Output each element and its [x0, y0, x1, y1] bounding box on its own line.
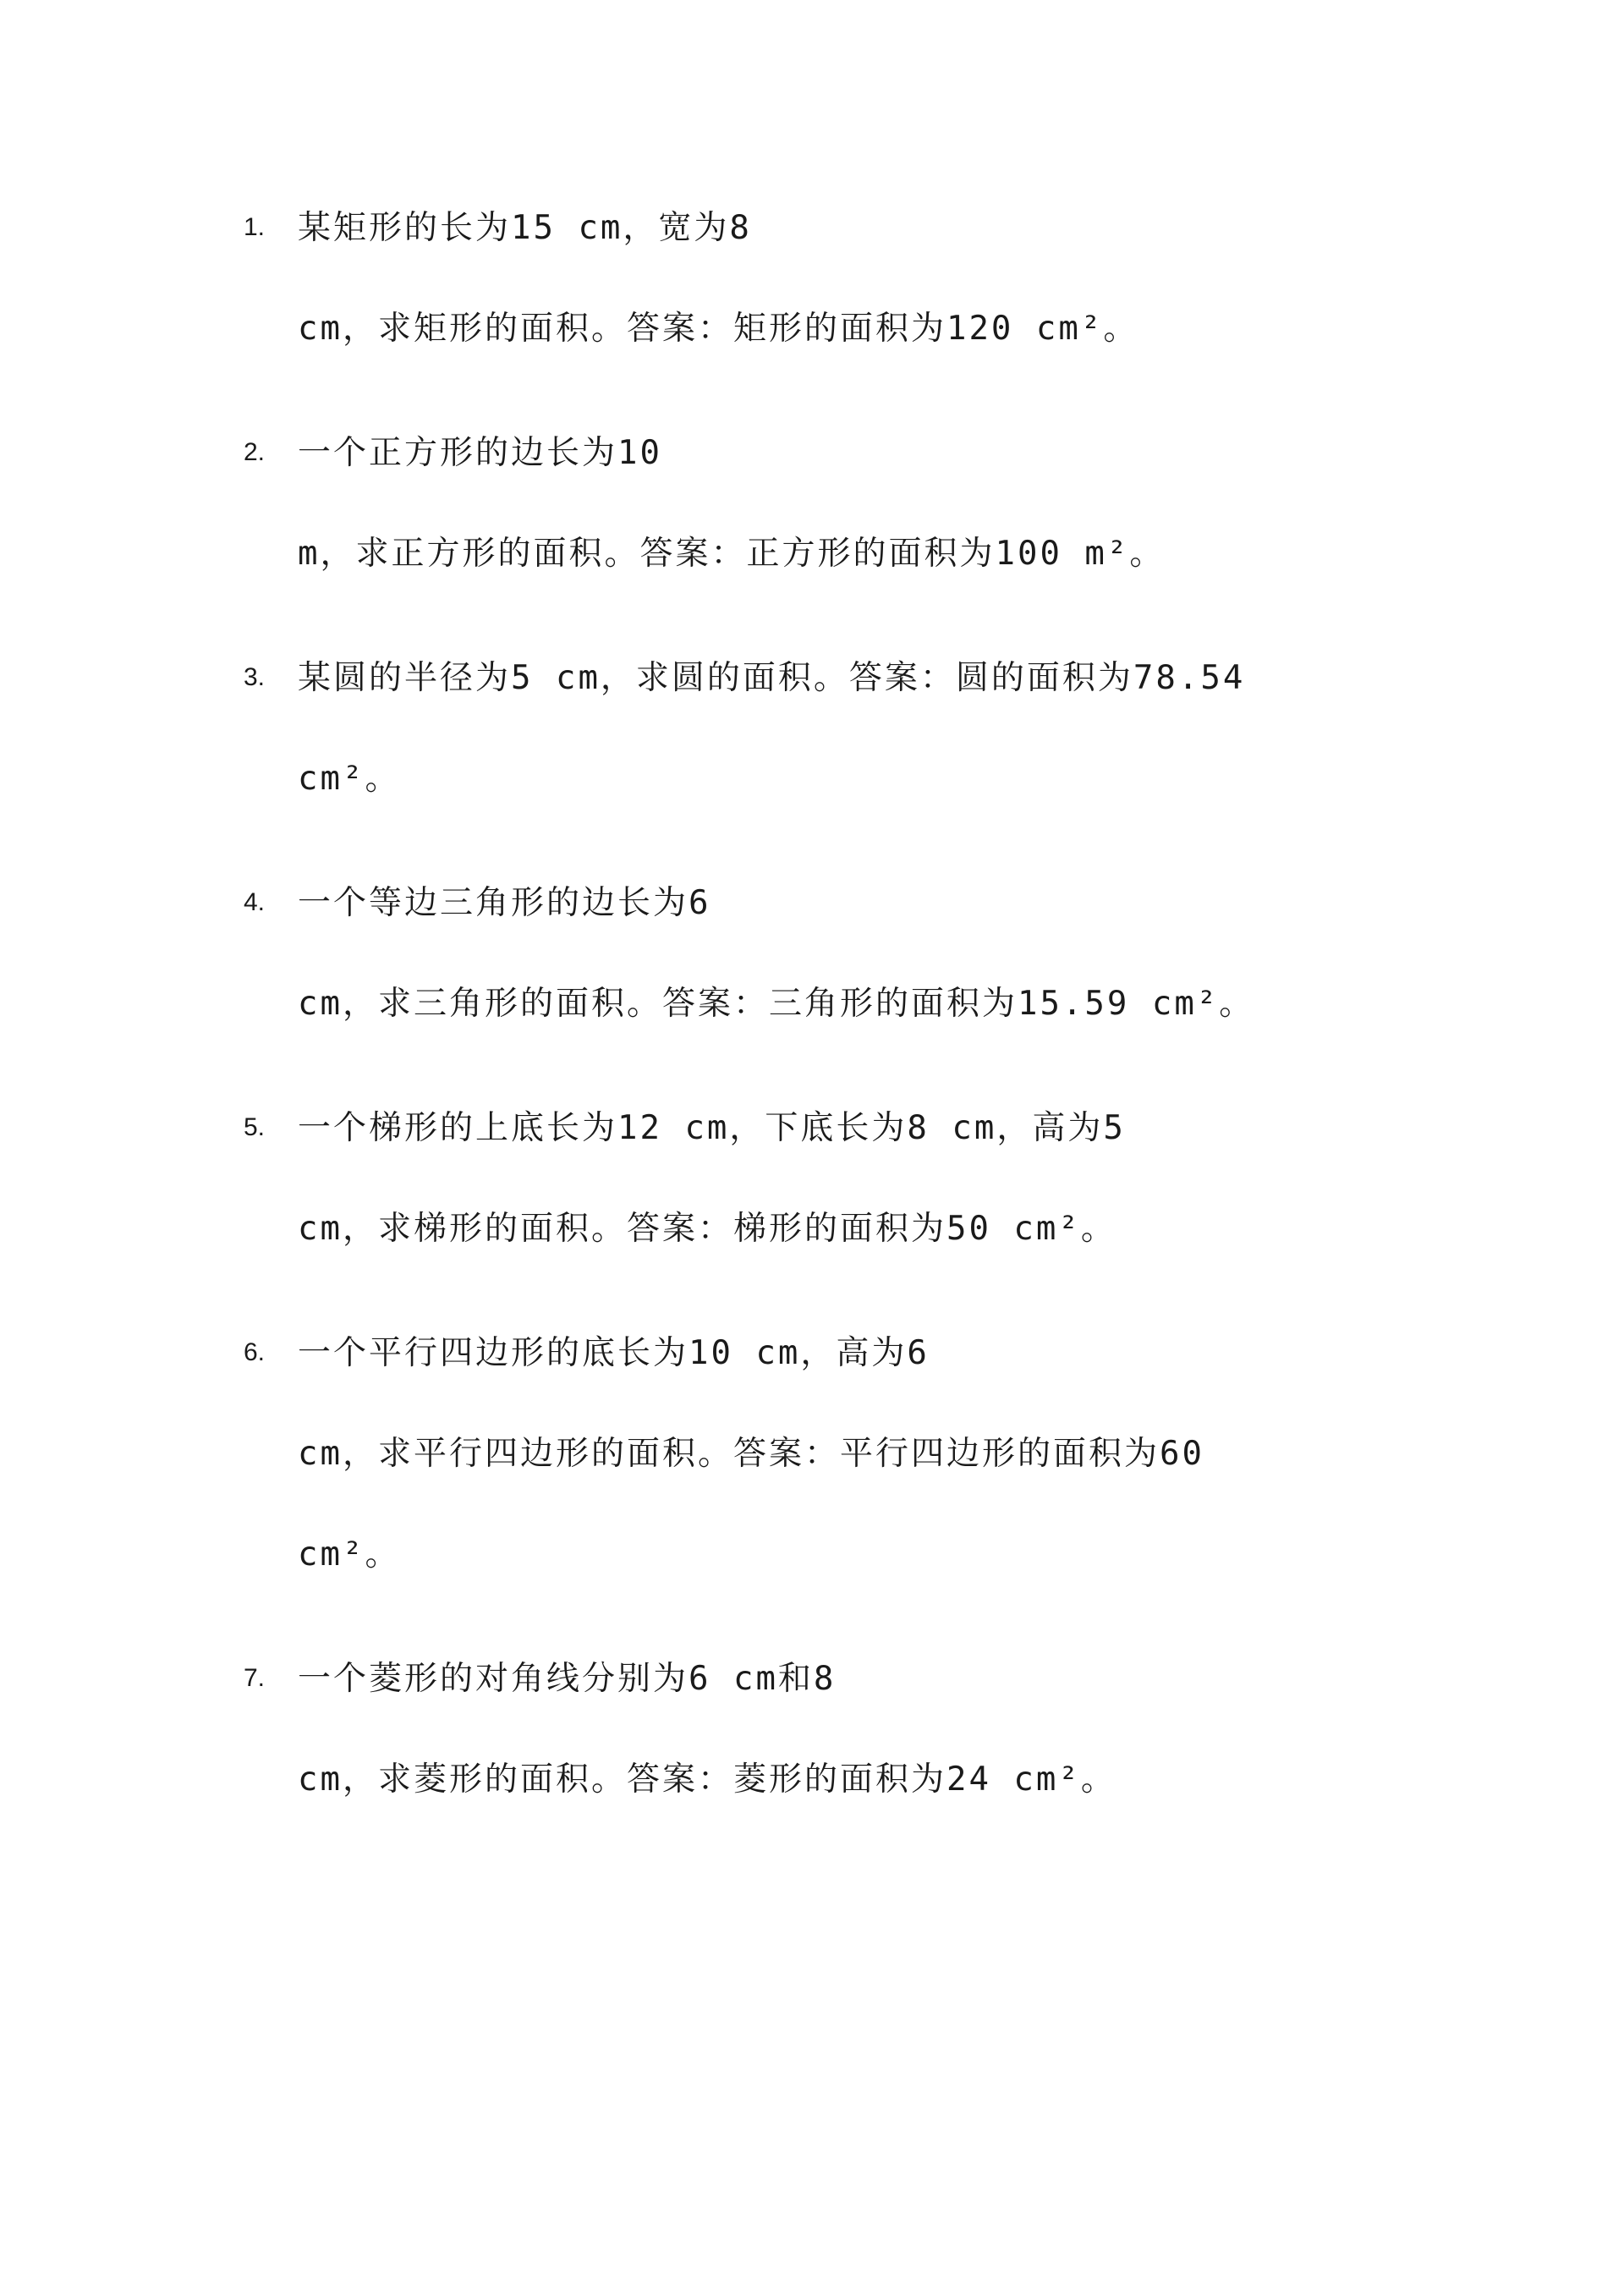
problem-text-line: cm，求梯形的面积。答案：梯形的面积为50 cm²。: [298, 1210, 1116, 1248]
problem-text-line: cm，求菱形的面积。答案：菱形的面积为24 cm²。: [298, 1760, 1116, 1799]
problem-text-line: cm，求平行四边形的面积。答案：平行四边形的面积为60: [298, 1435, 1204, 1473]
problem-text-line: 一个等边三角形的边长为6: [298, 884, 711, 922]
problem-text-line: cm²。: [298, 760, 401, 798]
problem-text-line: 一个梯形的上底长为12 cm，下底长为8 cm，高为5: [298, 1109, 1126, 1147]
problem-number: 4.: [244, 888, 266, 916]
problem-text-line: cm，求三角形的面积。答案：三角形的面积为15.59 cm²。: [298, 985, 1255, 1023]
problem-text-line: 一个平行四边形的底长为10 cm，高为6: [298, 1334, 930, 1372]
problem-number: 6.: [244, 1338, 266, 1366]
problem-number: 5.: [244, 1113, 266, 1141]
problem-number: 7.: [244, 1664, 266, 1692]
problem-text-line: m，求正方形的面积。答案：正方形的面积为100 m²。: [298, 535, 1166, 573]
problem-number: 3.: [244, 663, 266, 691]
problem-text-line: cm，求矩形的面积。答案：矩形的面积为120 cm²。: [298, 310, 1139, 348]
problem-text-line: 一个菱形的对角线分别为6 cm和8: [298, 1660, 837, 1698]
problem-text-line: 一个正方形的边长为10: [298, 434, 662, 472]
problem-text-line: 某矩形的长为15 cm，宽为8: [298, 209, 752, 247]
problem-number: 1.: [244, 213, 266, 241]
problem-text-line: 某圆的半径为5 cm，求圆的面积。答案：圆的面积为78.54: [298, 659, 1246, 697]
problem-number: 2.: [244, 438, 266, 466]
problem-text-line: cm²。: [298, 1535, 401, 1574]
